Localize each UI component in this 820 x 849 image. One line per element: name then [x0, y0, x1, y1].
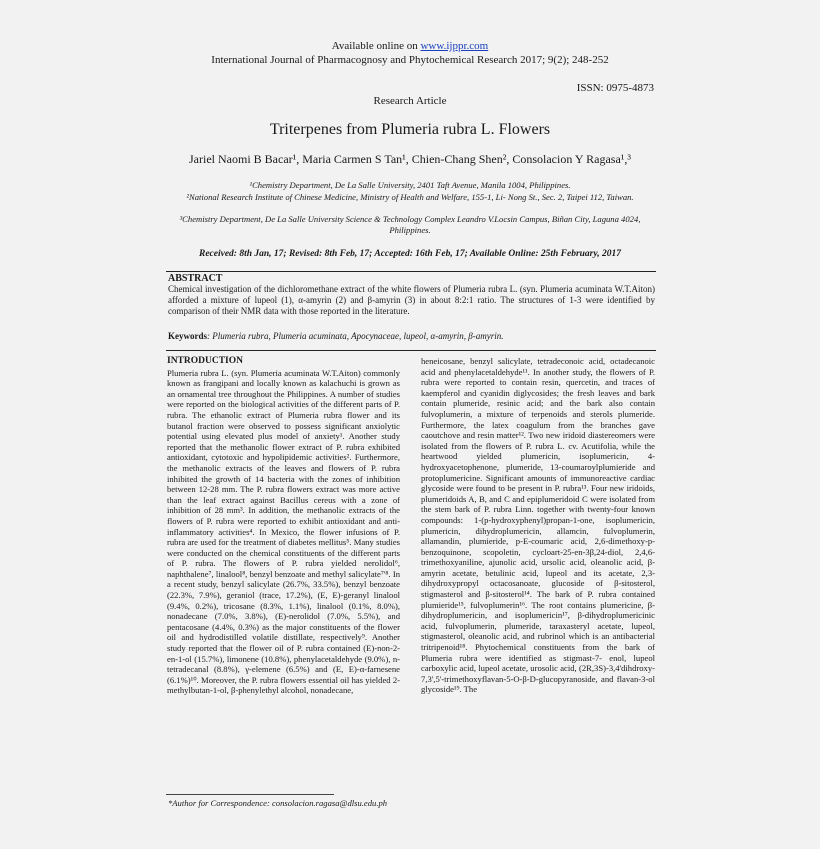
abstract-top-rule	[166, 271, 656, 272]
availability-line	[0, 40, 820, 52]
keywords-label: Keywords	[168, 331, 207, 341]
journal-citation: International Journal of Pharmacognosy and Phytochemical Research 2017; 9(2); 248-252	[211, 54, 609, 66]
column-left	[167, 356, 400, 696]
availability-prefix: Available online on	[331, 40, 421, 52]
issn: ISSN: 0975-4873	[576, 82, 654, 94]
keywords	[168, 331, 655, 341]
keywords-text: : Plumeria rubra, Plumeria acuminata, Apocynaceae, lupeol, α-amyrin, β-amyrin.	[207, 331, 504, 341]
column-right	[421, 356, 655, 695]
introduction-heading: INTRODUCTION	[167, 356, 244, 366]
author-list: Jariel Naomi B Bacar¹, Maria Carmen S Tan¹, Chien-Chang Shen², Consolacion Y Ragasa¹,³	[189, 152, 631, 166]
correspondence-footnote: *Author for Correspondence: consolacion.ragasa@dlsu.edu.ph	[168, 798, 388, 808]
affiliation-2: ²National Research Institute of Chinese Medicine, Ministry of Health and Welfare, 155-1, Li- Nong St., Sec. 2, Taipei 112, Taiwan.	[186, 192, 634, 202]
abstract-text: Chemical investigation of the dichloromethane extract of the white flowers of Plumeria rubra L. (syn. Plumeria acuminata W.T.Aiton) afforded a mixture of lupeol (1), α-amyrin (2) and β-amyrin (3) in about 8:2:1 ratio. The structures of 1-3 were identified by comparison of their NMR data with those reported in the literature.	[168, 284, 655, 316]
paper-title: Triterpenes from Plumeria rubra L. Flowers	[269, 121, 551, 138]
article-type: Research Article	[373, 95, 447, 107]
abstract-heading: ABSTRACT	[168, 273, 223, 284]
affiliation-3: ³Chemistry Department, De La Salle University Science & Technology Complex Leandro V.Locsin Campus, Biñan City, Laguna 4024, Philippines.	[179, 214, 641, 235]
introduction-left-text: Plumeria rubra L. (syn. Plumeria acuminata W.T.Aiton) commonly known as frangipani and locally known as kalachuchi is grown as an ornamental tree throughout the Philippines. A number of studies were reported on the biological activities of the different parts of P. rubra. The ethanolic extract of Plumeria rubra flower and its butanol fraction were observed to possess significant anxiolytic potential using elevated plus model of anxiety¹. Another study reported that the methanolic flower extract of P. rubra exhibited antioxidant, cytotoxic and hypolipidemic activities². Furthermore, the methanolic extracts of the leaves and flowers of P. rubra inhibited the growth of 14 bacteria with the zones of inhibition between 12-28 mm. The P. rubra flowers extract was more active than the leaf extract against Bacillus cereus with a zone of inhibition of 28 mm³. In addition, the methanolic extracts of the flowers of P. rubra were reported to exhibit antioxidant and anti-inflammatory activities⁴. In Mexico, the flower infusions of P. rubra are used for the treatment of diabetes mellitus⁵. Many studies were conducted on the chemical constituents of the different parts of P. rubra. The flowers of P. rubra yielded nerolidol⁶, naphthalene⁷, linalool⁸, benzyl benzoate and methyl salicylate⁷'⁸. In a recent study, benzyl salicylate (26.7%, 33.5%), benzyl benzoate (22.3%, 7.9%), geraniol (trace, 17.2%), (E, E)-geranyl linalool (9.4%, 0.2%), tricosane (8.3%, 1.1%), linalool (0.1%, 8.0%), nonadecane (7.0%, 3.8%), (E)-nerolidol (7.0%, 5.5%), and pentacosane (4.4%, 0.3%) as the major constituents of the flower oil and hydrodistilled volatile distillate, respectively⁹. Another study reported that the flower oil of P. rubra contained (E)-non-2-en-1-ol (15.7%), limonene (10.8%), phenylacetaldehyde (9.0%), n-tetradecanal (8.8%), γ-elemene (6.5%) and (E, E)-α-farnesene (6.1%)¹⁰. Moreover, the P. rubra flowers essential oil has yielded 2-methylbutan-1-ol, β-phenylethyl alcohol, nonadecane,	[167, 367, 400, 696]
footnote-rule	[166, 794, 334, 795]
affiliation-1: ¹Chemistry Department, De La Salle University, 2401 Taft Avenue, Manila 1004, Philippines.	[249, 180, 571, 190]
journal-link[interactable]: www.ijppr.com	[420, 40, 489, 52]
abstract-bottom-rule	[166, 350, 656, 351]
introduction-right-text: heneicosane, benzyl salicylate, tetradeconoic acid, octadecanoic acid and phenylacetaldehyde¹¹. In another study, the flowers of P. rubra were reported to contain resin, quercetin, and traces of kaempferol and cyanidin diglycosides; the fresh leaves and bark contain plumeride, resinic acid; and the bark also contain fulvoplumerin, a mixture of terpenoids and sterols plumeride. Furthermore, the latex coagulum from the branches gave caoutchove and resin matter¹². Two new iridoid diastereomers were isolated from the flowers of P. rubra L. cv. Acutifolia, while the heartwood yielded plumericin, isoplumericin, 4-hydroxyacetophenone, plumeride, 13-coumaroylplumieride and protoplumericine. Significant amounts of immunoreactive cardiac glycoside were found to be present in P. rubra¹³. Four new iridoids, plumeridoids A, B, and C and epiplumeridoid C were isolated from the stem bark of P. rubra Linn. together with twenty-four known compounds: 1-(p-hydroxyphenyl)propan-1-one, isoplumericin, plumericin, dihydroplumericin, allamcin, fulvoplumerin, allamandin, plumieride, p-E-coumaric acid, 2,6-dimethoxy-p-benzoquinone, scopoletin, cycloart-25-en-3β,24-diol, 2,4,6-trimethoxyaniline, ajunolic acid, ursolic acid, oleanolic acid, β-amyrin acetate, betulinic acid, lupeol and its acetate, 2,3-dihydroxypropyl octacosanoate, glucoside of β-sitosterol, stigmasterol and β-sitosterol¹⁴. The bark of P. rubra contained plumieride¹⁵, fulvoplumerin¹⁶. The root contains plumericine, β-dihydroplumericin, and isoplumericin¹⁷, β-dihydroplumericinic acid, fulvoplumerin, plumeride, taraxasteryl acetate, lupeol, stigmasterol, oleanolic acid, and rubrinol which is an antibacterial tritripenoid¹⁸. Phytochemical constituents from the bark of Plumeria rubra were identified as stigmast-7- enol, lupeol carboxylic acid, lupeol acetate, urosolic acid, (2R,3S)-3,4'dihdroxy-7,3',5'-trimethoxyflavan-5-O-β-D-glucopyranoside, and flavan-3-ol glycoside¹⁹. The	[421, 356, 655, 695]
received-dates: Received: 8th Jan, 17; Revised: 8th Feb, 17; Accepted: 16th Feb, 17; Available Online: 25th February, 2017	[199, 249, 621, 259]
